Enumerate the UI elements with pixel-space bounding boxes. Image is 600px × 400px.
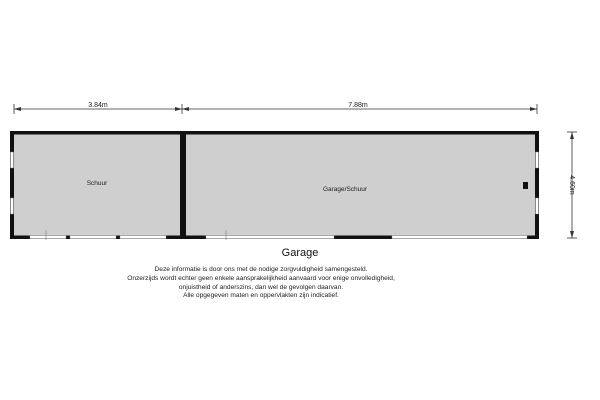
disclaimer-line: Alle opgegeven maten en oppervlakten zijn indicatief. xyxy=(183,292,339,300)
garage-floor xyxy=(186,134,535,236)
wall-right xyxy=(535,131,539,239)
dimension-arrow xyxy=(175,107,182,111)
top-dimension xyxy=(14,102,537,114)
window xyxy=(536,152,539,168)
wall-left xyxy=(10,131,14,239)
dimension-arrow xyxy=(570,231,574,238)
disclaimer xyxy=(0,266,522,301)
window xyxy=(30,236,66,239)
dimension-arrow xyxy=(14,107,21,111)
disclaimer-line: Onzerzijds wordt echter geen enkele aansprakelijkheid aanvaard voor enige onvolledigheid, xyxy=(127,274,395,282)
wall-divider xyxy=(180,131,186,239)
window xyxy=(11,152,14,168)
width-right-label: 7.88m xyxy=(348,102,368,109)
dimension-arrow xyxy=(570,132,574,139)
garage-door xyxy=(392,236,527,239)
room-label-garage-schuur: Garage/Schuur xyxy=(322,186,368,193)
window xyxy=(70,236,116,239)
window xyxy=(11,198,14,214)
dimension-arrow xyxy=(182,107,189,111)
window xyxy=(536,198,539,214)
width-left-label: 3.84m xyxy=(88,102,108,109)
wall-top xyxy=(10,131,539,135)
window xyxy=(120,236,166,239)
depth-label: 4.60m xyxy=(568,175,575,195)
room-label-schuur: Schuur xyxy=(86,180,108,187)
disclaimer-line: onjuistheid of anderszins, dan wel de gevolgen daarvan. xyxy=(178,283,344,291)
disclaimer-line: Deze informatie is door ons met de nodige zorgvuldigheid samengesteld. xyxy=(154,266,368,273)
garage-door xyxy=(206,236,334,239)
wall-pillar xyxy=(523,182,528,189)
plan-title: Garage xyxy=(281,247,319,259)
dimension-arrow xyxy=(530,107,537,111)
right-dimension xyxy=(567,132,577,238)
